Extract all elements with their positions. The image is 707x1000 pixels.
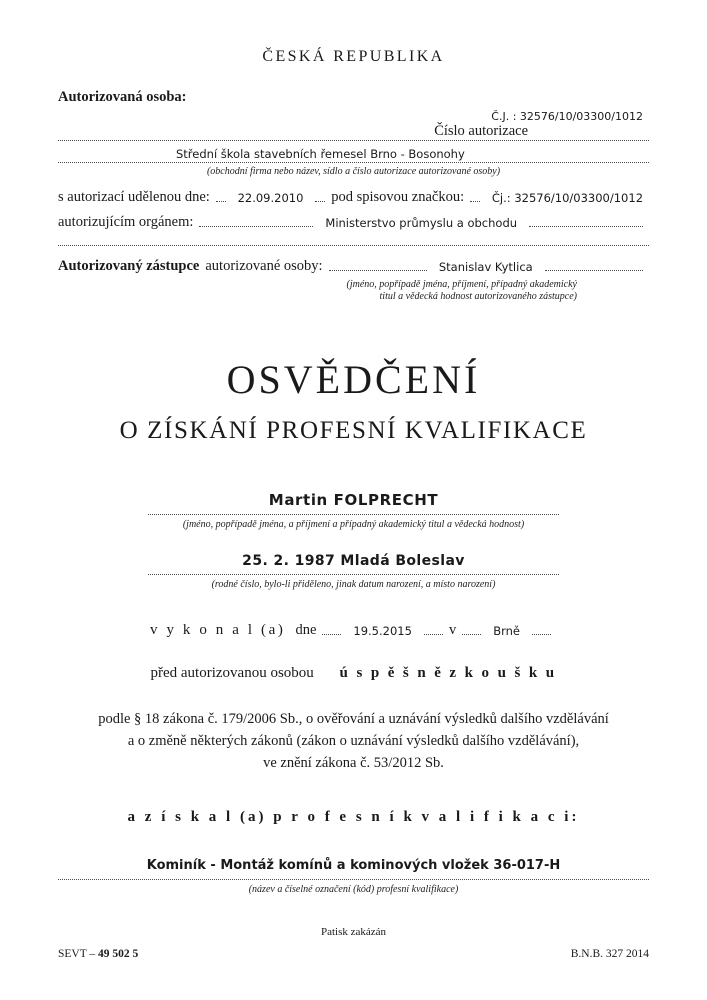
authorization-number-label: Číslo autorizace (431, 123, 531, 140)
authorized-person-label: Autorizovaná osoba: (58, 89, 187, 105)
granted-on-label: s autorizací udělenou dne: (58, 188, 210, 205)
holder-name-block (148, 491, 559, 532)
legal-text (58, 708, 649, 775)
gained-qualification-label: a z í s k a l (a) p r o f e s n í k v a l i f i k a c i: (127, 808, 580, 825)
under-file-label: pod spisovou značkou: (331, 188, 465, 205)
performed-label: v y k o n a l (a) (150, 621, 286, 638)
authorization-number-line (58, 124, 649, 144)
date-label: dne (295, 621, 317, 638)
file-number-value: Čj.: 32576/10/03300/1012 (491, 190, 644, 205)
representative-row (58, 258, 649, 275)
legal-line-1: podle § 18 zákona č. 179/2006 Sb., o ověřování a uznávání výsledků dalšího vzdělávání (98, 710, 609, 727)
authorizing-body-label: autorizujícím orgánem: (58, 213, 194, 230)
authorizing-body-value: Ministerstvo průmyslu a obchodu (325, 215, 518, 230)
qualification-block (58, 858, 649, 897)
divider-line (58, 245, 649, 246)
case-number-top: Č.J. : 32576/10/03300/1012 (491, 110, 643, 123)
representative-caption-line2: titul a vědecká hodnost autorizovaného zástupce) (379, 291, 577, 302)
footer-left (58, 948, 138, 960)
legal-line-3: ve znění zákona č. 53/2012 Sb. (263, 755, 444, 772)
legal-line-2: a o změně některých zákonů (zákon o uznávání výsledků dalšího vzdělávání), (127, 732, 580, 749)
certificate-title: OSVĚDČENÍ (226, 356, 481, 402)
granted-on-value: 22.09.2010 (237, 190, 304, 205)
place-label: v (448, 621, 457, 638)
company-caption: (obchodní firma nebo název, sídlo a číslo autorizace autorizované osoby) (206, 166, 501, 177)
reprint-forbidden-note: Patisk zakázán (320, 926, 387, 939)
certificate-subtitle: O ZÍSKÁNÍ PROFESNÍ KVALIFIKACE (119, 416, 588, 444)
granted-row (58, 189, 649, 206)
birth-caption: (rodné číslo, bylo-li přiděleno, jinak datum narození, a místo narození) (211, 579, 496, 590)
footer-right: B.N.B. 327 2014 (570, 948, 649, 961)
successfully-exam-label: ú s p ě š n ě z k o u š k u (339, 664, 557, 681)
company-line (58, 144, 649, 166)
before-authorized-person-line (58, 665, 649, 682)
qualification-value: Kominík - Montáž komínů a kominových vložek 36-017-H (146, 857, 561, 873)
date-value: 19.5.2015 (353, 623, 412, 638)
footer (58, 948, 649, 960)
holder-name-caption: (jméno, popřípadě jména, a příjmení a případný akademický titul a vědecká hodnost) (182, 518, 525, 530)
birth-value: 25. 2. 1987 Mladá Boleslav (242, 553, 465, 569)
authorized-person-label-row (58, 88, 649, 106)
holder-name-value: Martin FOLPRECHT (268, 490, 439, 509)
qualification-caption: (název a číselné označení (kód) profesní kvalifikace) (248, 883, 459, 895)
birth-block (148, 553, 559, 592)
authorizing-body-row (58, 214, 649, 231)
footer-left-prefix: SEVT – (58, 948, 99, 961)
representative-label-rest: autorizované osoby: (205, 257, 323, 274)
footer-left-code: 49 502 5 (98, 948, 139, 961)
before-auth-label: před autorizovanou osobou (150, 664, 314, 681)
representative-label: Autorizovaný zástupce (58, 257, 200, 274)
representative-caption-line1: (jméno, popřípadě jména, příjmení, případný akademický (346, 278, 577, 290)
place-value: Brně (493, 623, 520, 638)
performed-row (150, 622, 557, 639)
country-heading: ČESKÁ REPUBLIKA (262, 48, 445, 65)
body-block (58, 491, 649, 961)
representative-value: Stanislav Kytlica (438, 259, 533, 274)
company-value: Střední škola stavebních řemesel Brno - Bosonohy (176, 147, 465, 161)
